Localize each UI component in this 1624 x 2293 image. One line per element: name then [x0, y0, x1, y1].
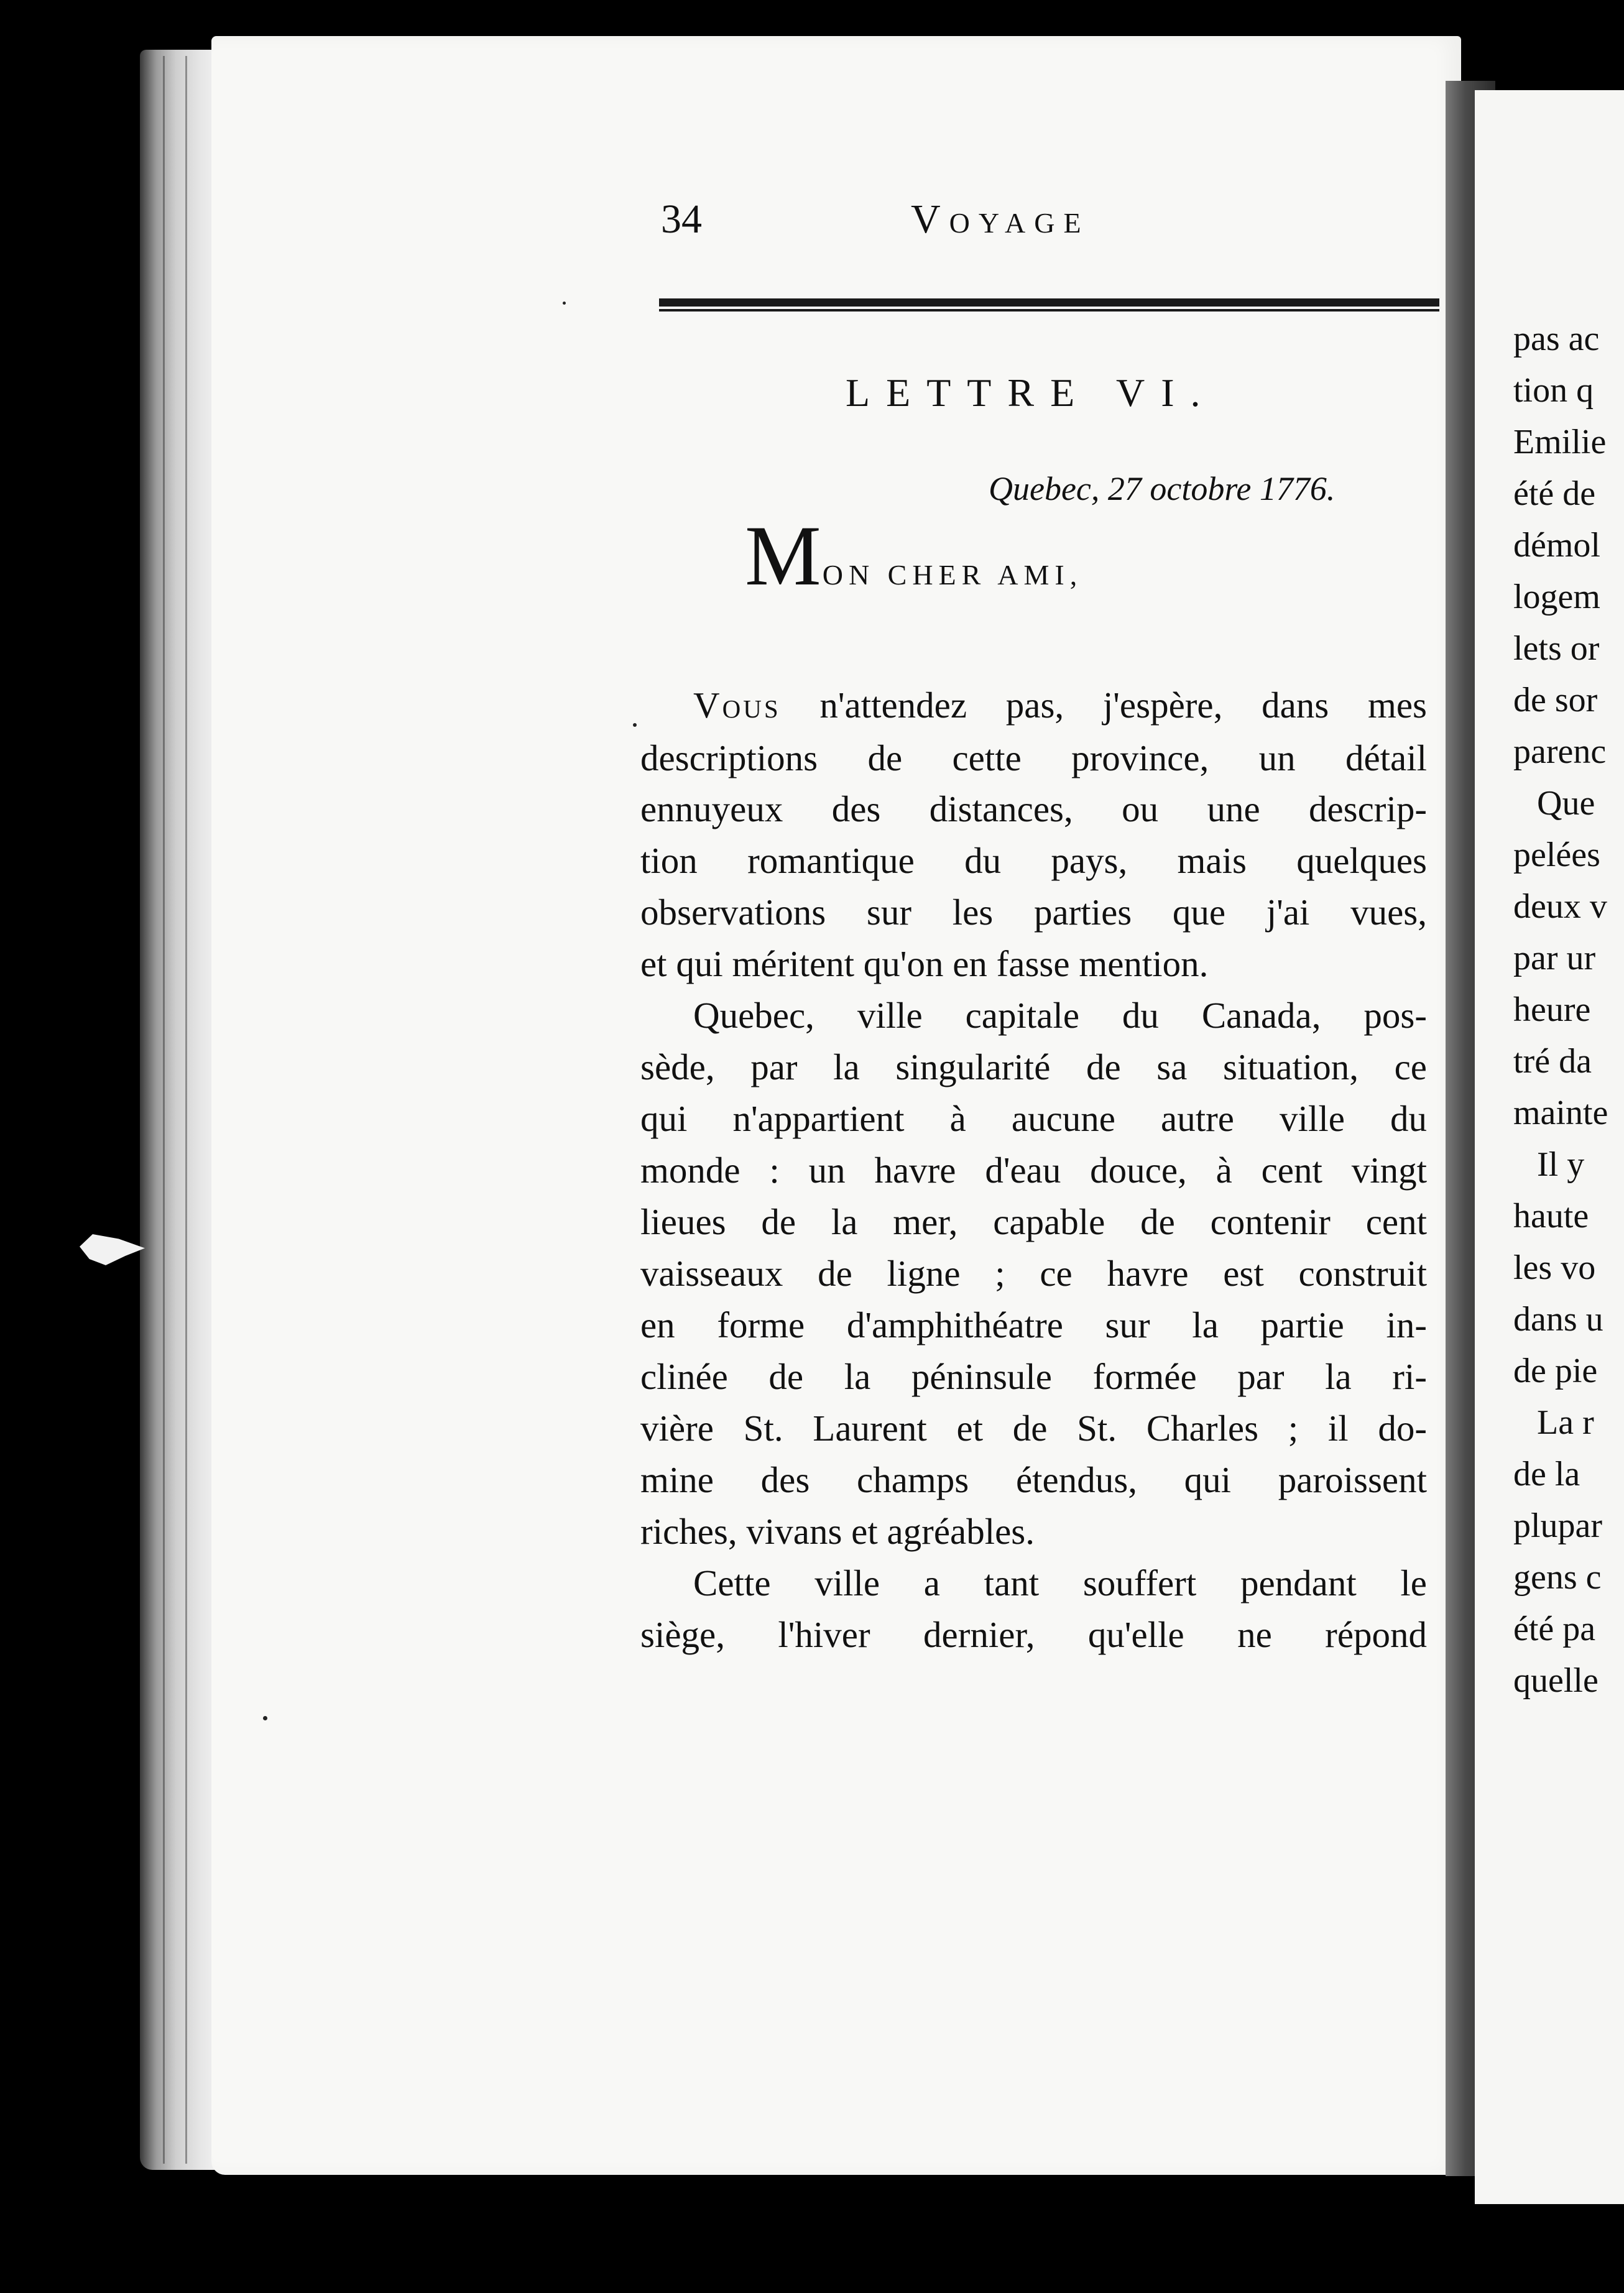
- body-line: mine des champs étendus, qui paroissent: [640, 1459, 1427, 1500]
- body-line: [640, 687, 1427, 724]
- dateline: Quebec, 27 octobre 1776.: [989, 470, 1336, 507]
- body-line: en forme d'amphithéatre sur la partie in-: [640, 1304, 1427, 1345]
- ink-speck: [633, 723, 637, 727]
- body-line: vaisseaux de ligne ; ce havre est construit: [640, 1253, 1427, 1294]
- page-number: 34: [661, 196, 702, 242]
- right-page-line: quelle: [1513, 1661, 1599, 1700]
- drop-cap: M: [745, 508, 821, 603]
- right-page-fragment: [1475, 90, 1624, 2204]
- body-line: sède, par la singularité de sa situation, ce: [640, 1046, 1427, 1087]
- body-line: ennuyeux des distances, ou une descrip-: [640, 788, 1427, 829]
- paper-tear: [80, 1234, 145, 1265]
- right-page-line: gens c: [1513, 1558, 1602, 1597]
- right-page-line: les vo: [1513, 1248, 1596, 1287]
- right-page-line: dans u: [1513, 1300, 1603, 1339]
- right-page-line: pas ac: [1513, 320, 1600, 358]
- right-page-line: parenc: [1513, 732, 1607, 771]
- right-page-line: heure: [1513, 990, 1591, 1029]
- right-page-line: été pa: [1513, 1610, 1596, 1648]
- right-page-line: Emilie: [1513, 423, 1607, 461]
- right-page-line: tion q: [1513, 371, 1594, 410]
- salutation: [745, 508, 1083, 603]
- body-line: Cette ville a tant souffert pendant le: [693, 1562, 1427, 1603]
- body-line: siège, l'hiver dernier, qu'elle ne répond: [640, 1614, 1427, 1655]
- page-edge-line: [185, 56, 187, 2164]
- page-edge-line: [163, 56, 165, 2164]
- right-page-line: La r: [1537, 1403, 1594, 1442]
- right-page-line: tré da: [1513, 1042, 1592, 1081]
- right-page-line: par ur: [1513, 939, 1596, 977]
- right-page-line: de sor: [1513, 681, 1598, 719]
- right-page-line: Il y: [1537, 1145, 1585, 1184]
- head-rule: [659, 298, 1439, 311]
- right-page-line: été de: [1513, 474, 1596, 513]
- right-page-line: mainte: [1513, 1094, 1608, 1132]
- right-page-line: de pie: [1513, 1352, 1598, 1390]
- body-line: tion romantique du pays, mais quelques: [640, 840, 1427, 881]
- body-line: et qui méritent qu'on en fasse mention.: [640, 943, 1209, 984]
- body-line: clinée de la péninsule formée par la ri-: [640, 1356, 1427, 1397]
- ink-speck: [263, 1716, 267, 1720]
- right-page-line: de la: [1513, 1455, 1580, 1493]
- body-line: Quebec, ville capitale du Canada, pos-: [693, 995, 1427, 1036]
- running-title: Voyage: [911, 196, 1090, 242]
- right-page-line: plupar: [1513, 1506, 1603, 1545]
- body-line-text: n'attendez pas, j'espère, dans mes: [819, 685, 1427, 726]
- letter-heading: LETTRE VI.: [846, 371, 1217, 415]
- right-page-line: lets or: [1513, 629, 1600, 668]
- right-page-line: deux v: [1513, 887, 1607, 926]
- right-page-line: haute: [1513, 1197, 1589, 1235]
- right-page-line: logem: [1513, 578, 1600, 616]
- body-line: descriptions de cette province, un détail: [640, 737, 1427, 778]
- right-page-line: Que: [1537, 784, 1595, 823]
- body-line: lieues de la mer, capable de contenir cent: [640, 1201, 1427, 1242]
- paragraph-lead-word: Vous: [693, 685, 781, 726]
- body-line: vière St. Laurent et de St. Charles ; il do-: [640, 1408, 1427, 1449]
- body-line: monde : un havre d'eau douce, à cent vingt: [640, 1150, 1427, 1191]
- ink-speck: [563, 302, 566, 305]
- right-page-line: démol: [1513, 526, 1600, 565]
- body-line: observations sur les parties que j'ai vues,: [640, 892, 1427, 933]
- salutation-text: ON CHER AMI,: [822, 559, 1083, 591]
- body-line: riches, vivans et agréables.: [640, 1511, 1035, 1552]
- page-edges: [140, 50, 221, 2170]
- right-page-line: pelées: [1513, 836, 1600, 874]
- body-line: qui n'appartient à aucune autre ville du: [640, 1098, 1427, 1139]
